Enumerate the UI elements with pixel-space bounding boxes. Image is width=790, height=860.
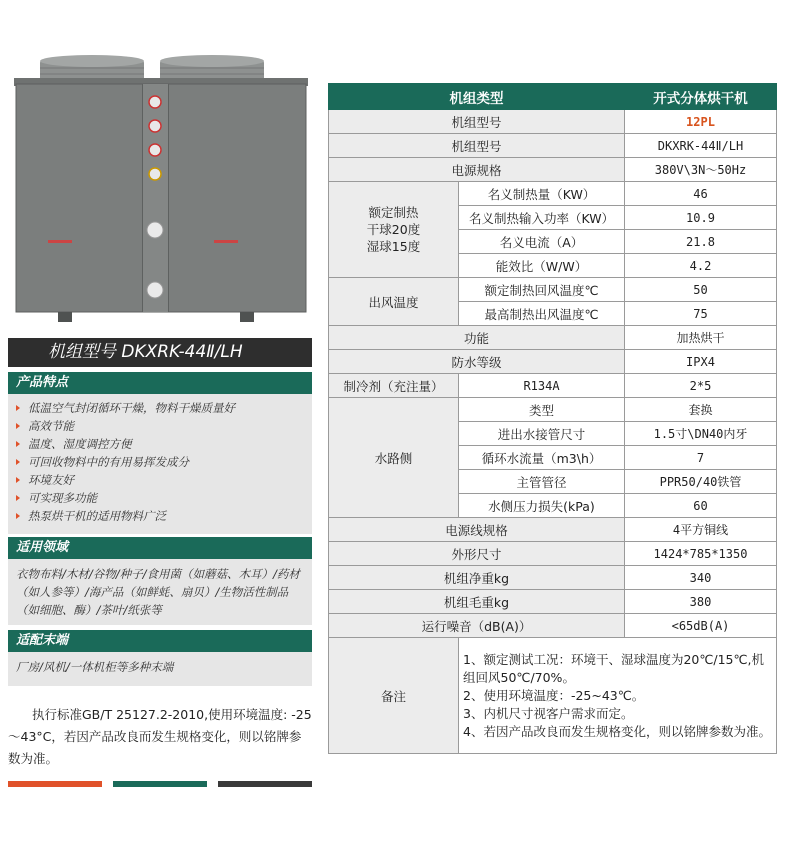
row-label: 机组型号 <box>329 134 625 158</box>
row-value: 10.9 <box>625 206 777 230</box>
gross-weight-value: 380 <box>625 590 777 614</box>
feature-text: 可回收物料中的有用易挥发成分 <box>28 455 189 469</box>
row-label: 能效比（W/W） <box>459 254 625 278</box>
applications-panel <box>8 559 312 625</box>
table-row <box>329 518 777 542</box>
feature-item <box>16 435 312 453</box>
feature-text: 热泵烘干机的适用物料广泛 <box>28 509 166 523</box>
row-value: 套换 <box>625 398 777 422</box>
remark-line: 2、使用环境温度：-25~43℃。 <box>463 687 645 703</box>
waterproof-value: IPX4 <box>625 350 777 374</box>
row-value: 4.2 <box>625 254 777 278</box>
spec-header-value: 开式分体烘干机 <box>625 84 777 110</box>
row-label: 机组型号 <box>329 110 625 134</box>
features-panel <box>8 394 312 534</box>
spec-header-row <box>329 84 777 110</box>
row-label: 水侧压力损失(kPa) <box>459 494 625 518</box>
row-value: 50 <box>625 278 777 302</box>
feature-text: 环境友好 <box>28 473 74 487</box>
features-header: 产品特点 <box>8 372 312 394</box>
brand-plate-right <box>214 240 238 243</box>
table-row <box>329 110 777 134</box>
table-row <box>329 350 777 374</box>
bullet-icon <box>16 495 20 501</box>
feature-item <box>16 507 312 525</box>
terminals-panel <box>8 652 312 686</box>
accent-bar-charcoal <box>218 781 312 787</box>
row-label: 名义制热输入功率（KW） <box>459 206 625 230</box>
feature-item <box>16 471 312 489</box>
spec-header-label: 机组类型 <box>329 84 625 110</box>
row-value: 21.8 <box>625 230 777 254</box>
row-label: 名义电流（A） <box>459 230 625 254</box>
heat-pump-unit-image <box>8 50 314 335</box>
feature-item <box>16 489 312 507</box>
row-label: 进出水接管尺寸 <box>459 422 625 446</box>
table-row <box>329 374 777 398</box>
power-spec-value: 380V\3N～50Hz <box>625 158 777 182</box>
standard-note: 执行标准GB/T 25127.2-2010,使用环境温度: -25～43°C，若因产品改良而发生规格变化，则以铭牌参数为准。 <box>8 707 312 766</box>
row-value: 7 <box>625 446 777 470</box>
row-label: 外形尺寸 <box>329 542 625 566</box>
feature-text: 温度、湿度调控方便 <box>28 437 132 451</box>
remarks-label: 备注 <box>329 638 459 754</box>
feature-item <box>16 399 312 417</box>
feature-text: 高效节能 <box>28 419 74 433</box>
remarks-cell <box>459 638 777 754</box>
terminals-header: 适配末端 <box>8 630 312 652</box>
power-cable-value: 4平方铜线 <box>625 518 777 542</box>
remark-line: 1、额定测试工况：环境干、湿球温度为20℃/15℃,机组回风50℃/70%。 <box>463 651 765 685</box>
heating-group-label: 额定制热 干球20度 湿球15度 <box>329 182 459 278</box>
row-label: 类型 <box>459 398 625 422</box>
bullet-icon <box>16 405 20 411</box>
row-label: 名义制热量（KW） <box>459 182 625 206</box>
applications-text: 衣物布料/木材/谷物/种子/食用菌（如蘑菇、木耳）/药材（如人参等）/海产品（如鲜蚝、扇贝）/生物活性制品（如细胞、酶）/茶叶/纸张等 <box>16 567 300 617</box>
bullet-icon <box>16 513 20 519</box>
feature-text: 低温空气封闭循环干燥，物料干燥质量好 <box>28 401 235 415</box>
row-label: 防水等级 <box>329 350 625 374</box>
table-row <box>329 278 777 302</box>
accent-bar-green <box>113 781 207 787</box>
applications-header: 适用领域 <box>8 537 312 559</box>
function-value: 加热烘干 <box>625 326 777 350</box>
fan-right <box>160 55 264 82</box>
refrigerant-charge: 2*5 <box>625 374 777 398</box>
refrigerant-type: R134A <box>459 374 625 398</box>
terminals-text: 厂房/风机/一体机柜等多种末端 <box>16 660 174 674</box>
row-label: 额定制热回风温度℃ <box>459 278 625 302</box>
table-row <box>329 638 777 754</box>
row-label: 电源线规格 <box>329 518 625 542</box>
table-row <box>329 614 777 638</box>
table-row <box>329 542 777 566</box>
row-value: PPR50/40铁管 <box>625 470 777 494</box>
bullet-icon <box>16 441 20 447</box>
fan-left <box>40 55 144 82</box>
table-row <box>329 590 777 614</box>
table-row <box>329 182 777 206</box>
model-no-value: DKXRK-44Ⅱ/LH <box>625 134 777 158</box>
table-row <box>329 134 777 158</box>
net-weight-value: 340 <box>625 566 777 590</box>
water-group-label: 水路侧 <box>329 398 459 518</box>
spec-table <box>328 83 777 754</box>
feature-text: 可实现多功能 <box>28 491 97 505</box>
row-value: 75 <box>625 302 777 326</box>
table-row <box>329 398 777 422</box>
row-value: 60 <box>625 494 777 518</box>
row-label: 运行噪音（dB(A)） <box>329 614 625 638</box>
table-row <box>329 158 777 182</box>
feature-item <box>16 453 312 471</box>
row-label: 功能 <box>329 326 625 350</box>
table-row <box>329 326 777 350</box>
row-value: 1.5寸\DN40内牙 <box>625 422 777 446</box>
features-list <box>8 394 312 525</box>
row-label: 主管管径 <box>459 470 625 494</box>
model-name-value: 12PL <box>625 110 777 134</box>
feature-item <box>16 417 312 435</box>
row-label: 最高制热出风温度℃ <box>459 302 625 326</box>
bullet-icon <box>16 423 20 429</box>
remark-line: 3、内机尺寸视客户需求而定。 <box>463 705 634 721</box>
row-label: 制冷剂（充注量） <box>329 374 459 398</box>
table-row <box>329 566 777 590</box>
row-label: 机组毛重kg <box>329 590 625 614</box>
row-label: 机组净重kg <box>329 566 625 590</box>
bullet-icon <box>16 477 20 483</box>
accent-bar-orange <box>8 781 102 787</box>
dimensions-value: 1424*785*1350 <box>625 542 777 566</box>
remark-line: 4、若因产品改良而发生规格变化，则以铭牌参数为准。 <box>463 723 771 739</box>
row-label: 电源规格 <box>329 158 625 182</box>
outlet-group-label: 出风温度 <box>329 278 459 326</box>
row-value: 46 <box>625 182 777 206</box>
row-label: 循环水流量（m3\h） <box>459 446 625 470</box>
brand-plate-left <box>48 240 72 243</box>
noise-value: <65dB(A) <box>625 614 777 638</box>
model-title: 机组型号 DKXRK-44Ⅱ/LH <box>8 338 312 367</box>
bullet-icon <box>16 459 20 465</box>
